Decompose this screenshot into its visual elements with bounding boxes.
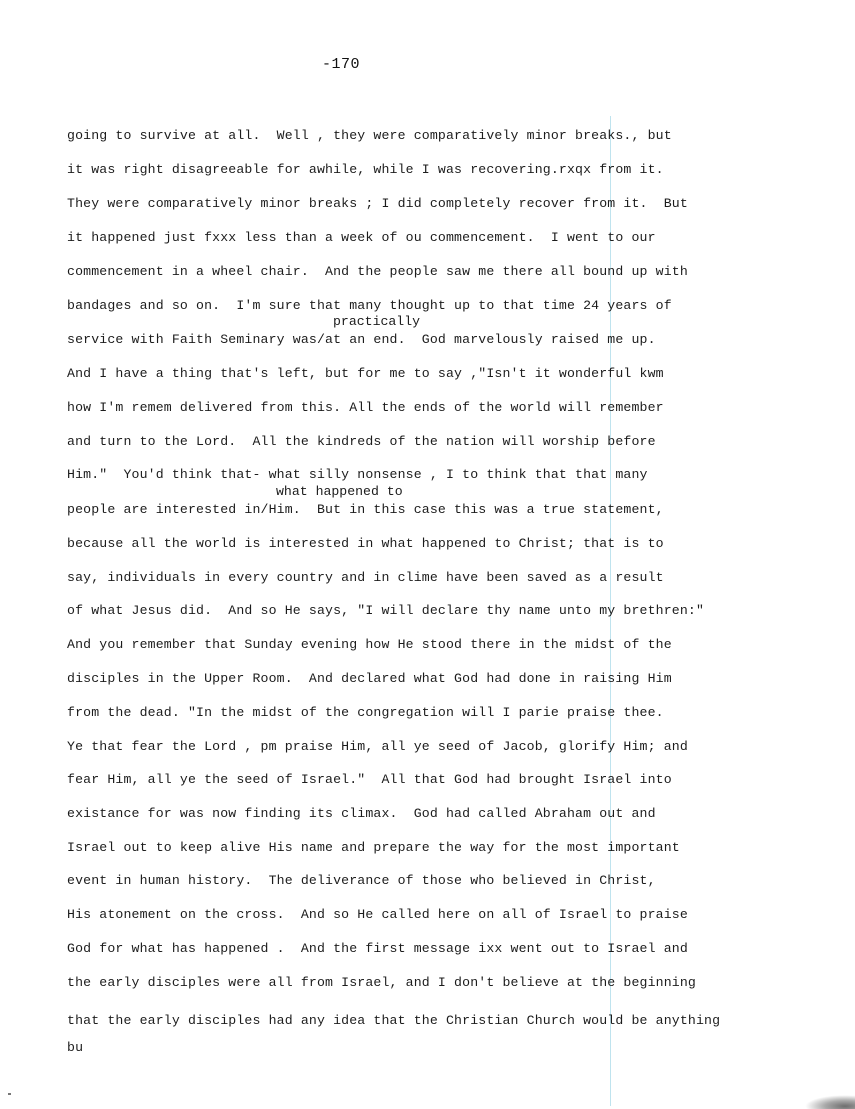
text-line-28: bu (67, 1040, 84, 1055)
scan-speck (8, 1093, 11, 1095)
text-line-2: it was right disagreeable for awhile, while I was recovering.rxqx from it. (67, 162, 664, 177)
text-line-13: because all the world is interested in what happened to Christ; that is to (67, 536, 664, 551)
text-line-11: Him." You'd think that- what silly nonsense , I to think that that many (67, 467, 648, 482)
text-line-12: people are interested in/Him. But in this case this was a true statement, (67, 502, 664, 517)
text-line-21: existance for was now finding its climax. God had called Abraham out and (67, 806, 656, 821)
text-line-10: and turn to the Lord. All the kindreds of the nation will worship before (67, 434, 656, 449)
text-line-25: God for what has happened . And the first message ixx went out to Israel and (67, 941, 688, 956)
text-line-9: how I'm remem delivered from this. All the ends of the world will remember (67, 400, 664, 415)
text-line-14: say, individuals in every country and in clime have been saved as a result (67, 570, 664, 585)
text-line-15: of what Jesus did. And so He says, "I will declare thy name unto my brethren:" (67, 603, 705, 618)
text-line-8: And I have a thing that's left, but for me to say ,"Isn't it wonderful kwm (67, 366, 664, 381)
handwritten-insertion-practically: practically (333, 314, 421, 329)
text-line-24: His atonement on the cross. And so He called here on all of Israel to praise (67, 907, 688, 922)
text-line-16: And you remember that Sunday evening how He stood there in the midst of the (67, 637, 672, 652)
text-line-7: service with Faith Seminary was/at an end. God marvelously raised me up. (67, 332, 656, 347)
handwritten-insertion-what-happened-to: what happened to (276, 484, 403, 499)
text-line-18: from the dead. "In the midst of the congregation will I parie praise thee. (67, 705, 664, 720)
text-line-17: disciples in the Upper Room. And declared what God had done in raising Him (67, 671, 672, 686)
scan-smudge (805, 1095, 855, 1109)
text-line-5: commencement in a wheel chair. And the people saw me there all bound up with (67, 264, 688, 279)
text-line-19: Ye that fear the Lord , pm praise Him, all ye seed of Jacob, glorify Him; and (67, 739, 688, 754)
text-line-22: Israel out to keep alive His name and prepare the way for the most important (67, 840, 680, 855)
page-number: -170 (322, 56, 361, 73)
text-line-4: it happened just fxxx less than a week of ou commencement. I went to our (67, 230, 656, 245)
text-line-20: fear Him, all ye the seed of Israel." All that God had brought Israel into (67, 772, 672, 787)
text-line-27: that the early disciples had any idea that the Christian Church would be anything (67, 1013, 721, 1028)
text-line-3: They were comparatively minor breaks ; I did completely recover from it. But (67, 196, 688, 211)
text-line-26: the early disciples were all from Israel, and I don't believe at the beginning (67, 975, 696, 990)
text-line-6: bandages and so on. I'm sure that many thought up to that time 24 years of (67, 298, 672, 313)
text-line-23: event in human history. The deliverance of those who believed in Christ, (67, 873, 656, 888)
text-line-1: going to survive at all. Well , they were comparatively minor breaks., but (67, 128, 672, 143)
